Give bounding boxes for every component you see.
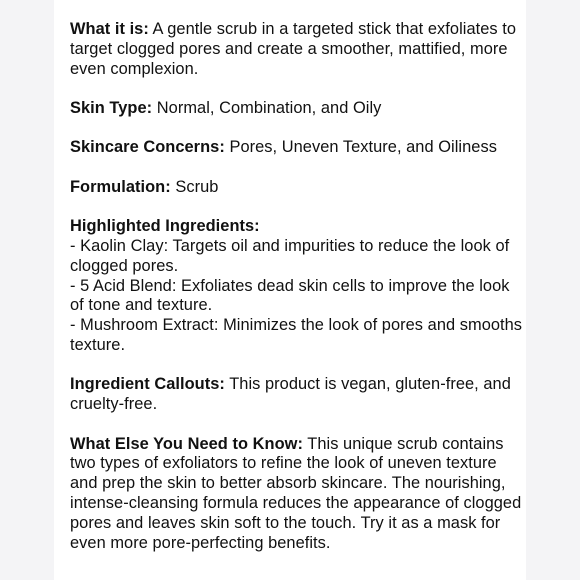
- ingredient-callouts-label: Ingredient Callouts:: [70, 375, 225, 394]
- ingredient-callouts-text: This product is vegan, gluten-free, and cruelty-free.: [70, 375, 511, 414]
- skin-type-text: Normal, Combination, and Oily: [152, 98, 382, 117]
- section-highlighted-ingredients: [70, 217, 526, 356]
- section-skin-type: [70, 99, 526, 119]
- skin-type-label: Skin Type:: [70, 98, 153, 117]
- section-what-else: [70, 435, 526, 554]
- ingredient-item-mushroom-extract: - Mushroom Extract: Minimizes the look of pores and smooths texture.: [70, 316, 523, 354]
- section-formulation: [70, 178, 526, 198]
- skincare-concerns-label: Skincare Concerns:: [70, 138, 225, 157]
- skincare-concerns-text: Pores, Uneven Texture, and Oiliness: [224, 138, 497, 157]
- highlighted-ingredients-label: Highlighted Ingredients:: [70, 217, 260, 236]
- what-else-text: This unique scrub contains two types of exfoliators to refine the look of uneven texture and prep the skin to better absorb skincare. The nourishing, intense-cleansing formula reduces the appearance of clogged pores and leaves skin soft to the touch. Try it as a mask for even more pore-perfecting benefits.: [70, 434, 522, 552]
- what-it-is-text: A gentle scrub in a targeted stick that exfoliates to target clogged pores and create a smoother, mattified, more even complexion.: [70, 20, 517, 78]
- product-description: [54, 0, 526, 553]
- what-else-label: What Else You Need to Know:: [70, 434, 303, 453]
- ingredient-item-kaolin-clay: - Kaolin Clay: Targets oil and impurities to reduce the look of clogged pores.: [70, 236, 510, 275]
- formulation-text: Scrub: [170, 177, 219, 196]
- section-skincare-concerns: [70, 138, 526, 158]
- section-ingredient-callouts: [70, 375, 526, 415]
- formulation-label: Formulation:: [70, 177, 171, 196]
- product-description-sheet: [54, 0, 526, 580]
- what-it-is-label: What it is:: [70, 20, 149, 38]
- ingredient-item-acid-blend: - 5 Acid Blend: Exfoliates dead skin cells to improve the look of tone and texture.: [70, 276, 510, 315]
- section-what-it-is: [70, 20, 526, 79]
